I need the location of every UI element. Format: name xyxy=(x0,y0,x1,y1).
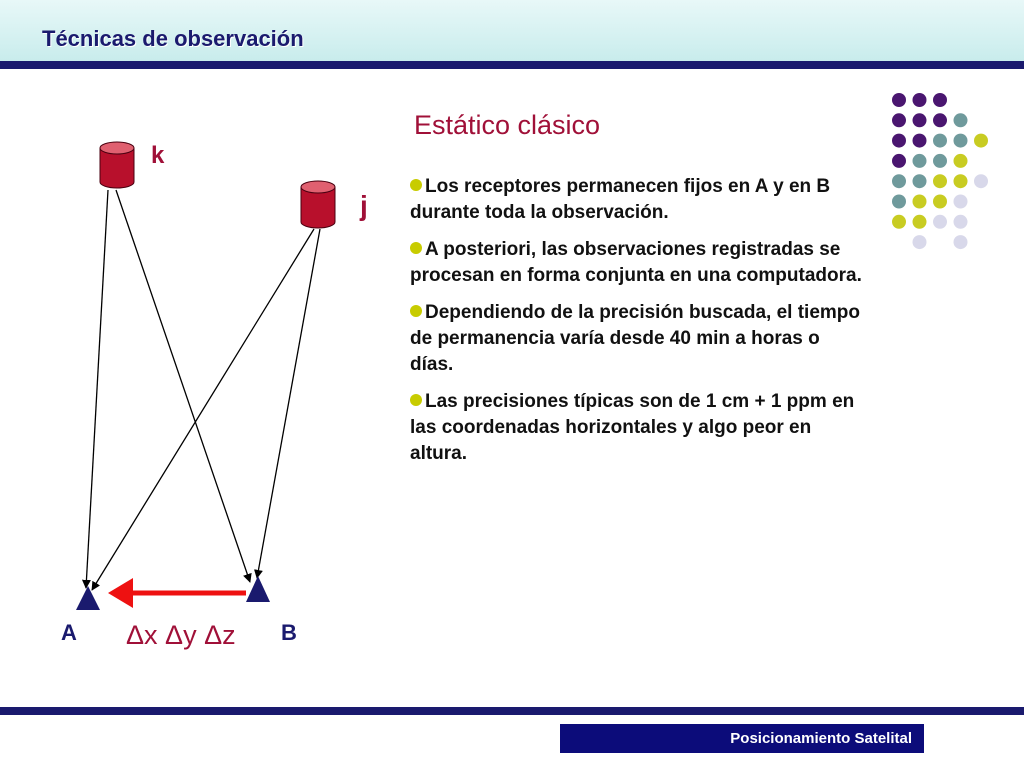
decorative-dot xyxy=(913,174,927,188)
decorative-dot xyxy=(933,215,947,229)
decorative-dot xyxy=(933,174,947,188)
signal-line-j-a xyxy=(92,229,314,590)
bullet-item xyxy=(410,389,865,467)
station-a-label: A xyxy=(61,620,77,645)
decorative-dot-grid xyxy=(892,93,988,249)
decorative-dot xyxy=(913,93,927,107)
bullet-dot-icon xyxy=(410,394,422,406)
bullet-text: Los receptores permanecen fijos en A y en B durante toda la observación. xyxy=(410,176,831,223)
decorative-dot xyxy=(954,113,968,127)
decorative-dot xyxy=(913,215,927,229)
decorative-dot xyxy=(892,174,906,188)
satellite-j-icon xyxy=(301,181,335,228)
header-title: Técnicas de observación xyxy=(42,26,304,51)
decorative-dot xyxy=(933,195,947,209)
bullet-item xyxy=(410,237,865,289)
decorative-dot xyxy=(892,134,906,148)
slide-subtitle: Estático clásico xyxy=(414,110,601,140)
footer-label: Posicionamiento Satelital xyxy=(560,724,924,753)
decorative-dot xyxy=(954,215,968,229)
decorative-dot xyxy=(933,154,947,168)
satellite-k-label: k xyxy=(151,142,165,169)
bullet-dot-icon xyxy=(410,305,422,317)
decorative-dot xyxy=(933,113,947,127)
signal-line-j-b xyxy=(257,229,320,578)
decorative-dot xyxy=(892,215,906,229)
bullet-list xyxy=(410,174,865,478)
decorative-dot xyxy=(913,113,927,127)
decorative-dot xyxy=(913,195,927,209)
decorative-dot xyxy=(892,154,906,168)
satellite-j-label: j xyxy=(360,190,368,221)
bullet-text: A posteriori, las observaciones registradas se procesan en forma conjunta en una computadora. xyxy=(410,239,862,286)
decorative-dot xyxy=(892,195,906,209)
baseline-arrow xyxy=(108,578,246,608)
station-a-icon xyxy=(76,586,100,610)
satellite-k-icon xyxy=(100,142,134,188)
bullet-dot-icon xyxy=(410,179,422,191)
decorative-dot xyxy=(933,134,947,148)
decorative-dot xyxy=(954,134,968,148)
station-b-label: B xyxy=(281,620,297,645)
decorative-dot xyxy=(954,235,968,249)
bullet-dot-icon xyxy=(410,242,422,254)
decorative-dot xyxy=(954,195,968,209)
decorative-dot xyxy=(974,134,988,148)
decorative-dot xyxy=(892,113,906,127)
decorative-dot xyxy=(933,93,947,107)
signal-line-k-a xyxy=(86,190,108,588)
bullet-text: Las precisiones típicas son de 1 cm + 1 ppm en las coordenadas horizontales y algo peor en altura. xyxy=(410,391,855,464)
decorative-dot xyxy=(954,154,968,168)
decorative-dot xyxy=(913,154,927,168)
signal-line-k-b xyxy=(116,190,250,582)
bullet-text: Dependiendo de la precisión buscada, el tiempo de permanencia varía desde 40 min a horas o días. xyxy=(410,302,860,375)
bullet-item xyxy=(410,174,865,226)
decorative-dot xyxy=(913,235,927,249)
decorative-dot xyxy=(954,174,968,188)
bullet-item xyxy=(410,300,865,378)
bottom-rule xyxy=(0,707,1024,715)
baseline-label: Δx Δy Δz xyxy=(126,620,236,650)
decorative-dot xyxy=(974,174,988,188)
decorative-dot xyxy=(892,93,906,107)
decorative-dot xyxy=(913,134,927,148)
